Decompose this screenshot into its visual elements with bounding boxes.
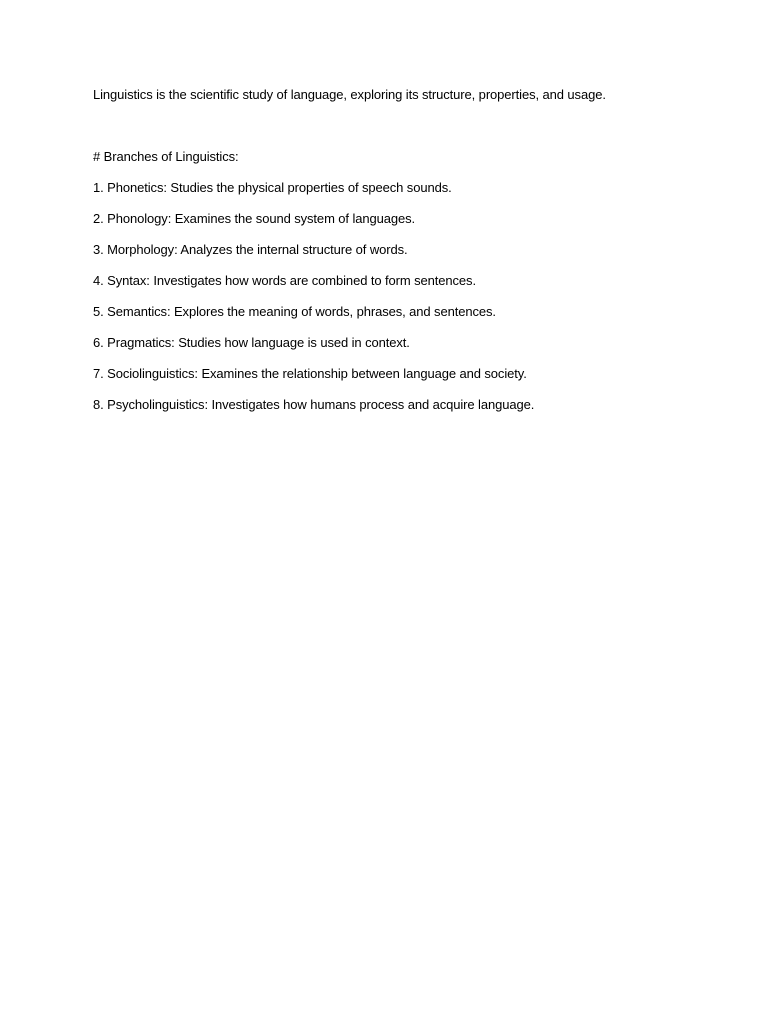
list-item: 7. Sociolinguistics: Examines the relationship between language and society. xyxy=(93,366,527,381)
list-item: 3. Morphology: Analyzes the internal structure of words. xyxy=(93,242,408,257)
list-item: 5. Semantics: Explores the meaning of words, phrases, and sentences. xyxy=(93,304,496,319)
list-item: 1. Phonetics: Studies the physical properties of speech sounds. xyxy=(93,180,452,195)
intro-paragraph: Linguistics is the scientific study of language, exploring its structure, properties, and usage. xyxy=(93,87,606,102)
section-heading: # Branches of Linguistics: xyxy=(93,149,239,164)
list-item: 6. Pragmatics: Studies how language is used in context. xyxy=(93,335,410,350)
list-item: 4. Syntax: Investigates how words are combined to form sentences. xyxy=(93,273,476,288)
document-body xyxy=(93,86,693,427)
branches-list xyxy=(93,179,693,414)
list-item: 2. Phonology: Examines the sound system of languages. xyxy=(93,211,416,226)
list-item: 8. Psycholinguistics: Investigates how humans process and acquire language. xyxy=(93,397,535,412)
